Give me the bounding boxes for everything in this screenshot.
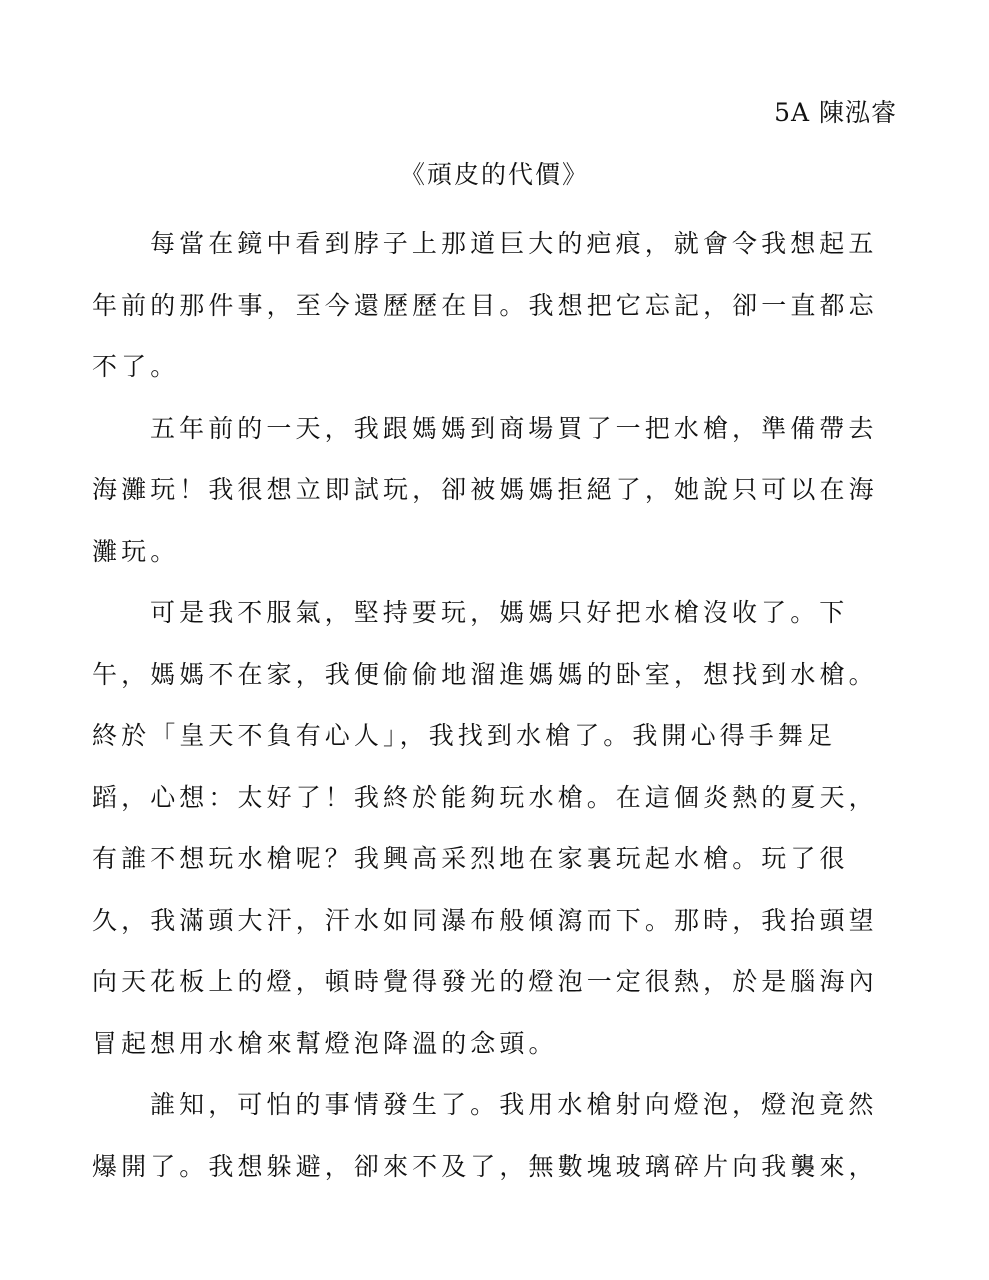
paragraph-line: 爆開了。我想躲避，卻來不及了，無數塊玻璃碎片向我襲來， bbox=[92, 1151, 878, 1181]
paragraph-line: 年前的那件事，至今還歷歷在目。我想把它忘記，卻一直都忘 bbox=[92, 290, 878, 320]
paragraph-line: 有誰不想玩水槍呢？我興高采烈地在家裏玩起水槍。玩了很 bbox=[92, 844, 849, 873]
paragraph-line: 不了。 bbox=[92, 352, 180, 381]
paragraph-line: 蹈，心想：太好了！我終於能夠玩水槍。在這個炎熱的夏天， bbox=[92, 782, 878, 812]
author-line: 5A 陳泓睿 bbox=[774, 98, 897, 127]
essay-title: 《頑皮的代價》 bbox=[399, 160, 589, 189]
paragraph-line: 五年前的一天，我跟媽媽到商場買了一把水槍，準備帶去 bbox=[150, 413, 878, 443]
paragraph-line: 可是我不服氣，堅持要玩，媽媽只好把水槍沒收了。下 bbox=[150, 598, 849, 627]
paragraph-line: 誰知，可怕的事情發生了。我用水槍射向燈泡，燈泡竟然 bbox=[150, 1090, 878, 1119]
paragraph-line: 午，媽媽不在家，我便偷偷地溜進媽媽的卧室，想找到水槍。 bbox=[92, 659, 878, 689]
paragraph-line: 久，我滿頭大汗，汗水如同瀑布般傾瀉而下。那時，我抬頭望 bbox=[92, 905, 878, 935]
paragraph-line: 海灘玩！我很想立即試玩，卻被媽媽拒絕了，她說只可以在海 bbox=[92, 475, 878, 504]
paragraph-line: 冒起想用水槍來幫燈泡降溫的念頭。 bbox=[92, 1028, 558, 1058]
paragraph-line: 每當在鏡中看到脖子上那道巨大的疤痕，就會令我想起五 bbox=[150, 229, 878, 258]
essay-body bbox=[92, 213, 892, 1197]
paragraph-line: 終於「皇天不負有心人」，我找到水槍了。我開心得手舞足 bbox=[92, 721, 837, 750]
paragraph-line: 灘玩。 bbox=[92, 536, 180, 566]
paragraph-line: 向天花板上的燈，頓時覺得發光的燈泡一定很熱，於是腦海內 bbox=[92, 967, 878, 996]
